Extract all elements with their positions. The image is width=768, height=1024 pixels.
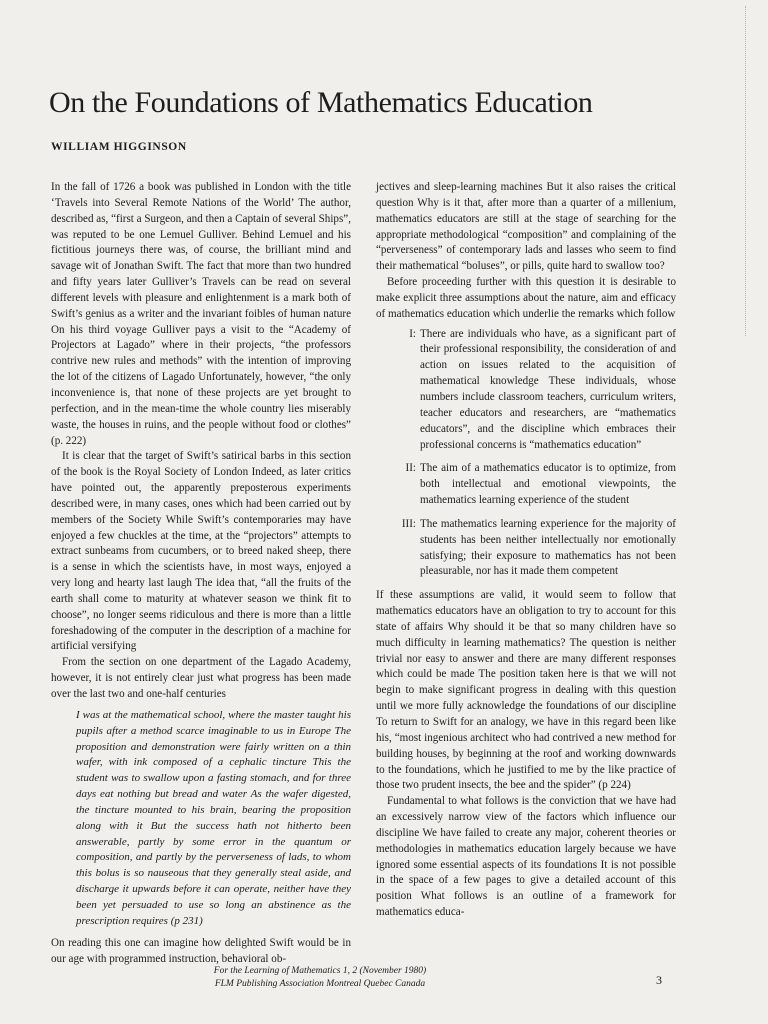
body-paragraph: On reading this one can imagine how delighted Swift would be in our age with programmed instruction, behavioral ob-: [51, 936, 351, 965]
article-author: WILLIAM HIGGINSON: [51, 141, 187, 153]
assumption-number: III:: [401, 517, 416, 530]
assumption-text: There are individuals who have, as a significant part of their professional responsibility, the consideration of and action on issues related to the acquisition of mathematical knowledge These individuals, whose numbers include classroom teachers, curriculum writers, teacher educators and researchers, are “mathematics educators”, and the discipline which embraces their professional concerns is “mathematics education”: [420, 327, 676, 451]
assumption-text: The mathematics learning experience for the majority of students has been neither intellectually nor emotionally satisfying; their exposure to mathematics has not been pleasurable, nor has it made them competent: [420, 517, 676, 578]
body-paragraph: If these assumptions are valid, it would seem to follow that mathematics educators have an obligation to try to account for this state of affairs Why should it be that so many children have so much difficulty in learning mathematics? The question is neither trivial nor easy to answer and there are many different responses which could be made The position taken here is that we will not begin to make significant progress in dealing with this question until we more fully acknowledge the foundations of our discipline To return to Swift for an analogy, we have in this regard been like his, “most ingenious architect who had contrived a new method for building houses, by beginning at the roof and working downwards to the foundations, which he justified to me by the like practice of those two prudent insects, the bee and the spider” (p 224): [376, 589, 676, 792]
scan-edge-mark: [742, 6, 746, 336]
body-paragraph: In the fall of 1726 a book was published in London with the title ‘Travels into Several Remote Nations of the World’ The author, described as, “first a Surgeon, and then a Captain of several Ships”, was reputed to be one Lemuel Gulliver. Behind Lemuel and his fictitious journeys there was, of course, the brilliant mind and savage wit of Jonathan Swift. The fact that more than two hundred and fifty years later Gulliver’s Travels can be read on several different levels with pleasure and enlightenment is a mark both of Swift’s genius as a writer and the invariant foibles of human nature On his third voyage Gulliver pays a visit to the “Academy of Projectors at Lagado” where in their projects, “the professors contrive new rules and methods” with the intention of improving the lot of the citizens of Lagado Unfortunately, however, “the only inconvenience is, that none of these projects are yet brought to perfection, and in the mean-time the whole country lies miserably waste, the houses in ruins, and the people without food or clothes” (p. 222): [51, 181, 351, 447]
page-number: 3: [656, 973, 662, 987]
body-paragraph: jectives and sleep-learning machines But it also raises the critical question Why is it that, after more than a quarter of a millenium, mathematics educators are still at the stage of searching for the appropriate methodological “composition” and complaining of the “perverseness” of contemporary lads and lasses who seem to find their mathematical “boluses”, or pills, quite hard to swallow too?: [376, 181, 676, 273]
assumption-number: I:: [409, 327, 416, 340]
body-paragraph: From the section on one department of the Lagado Academy, however, it is not entirely clear just what progress has been made over the last two and one-half centuries: [51, 656, 351, 700]
article-title: On the Foundations of Mathematics Education: [49, 86, 593, 119]
assumption-number: II:: [405, 462, 416, 475]
body-paragraph: Fundamental to what follows is the conviction that we have had an excessively narrow view of the factors which influence our discipline We have failed to create any major, coherent theories or methodologies in mathematics education largely because we have ignored some essential aspects of its foundations It is not possible in the space of a few pages to give a detailed account of this position What follows is an outline of a framework for mathematics educa-: [376, 795, 676, 919]
body-paragraph: It is clear that the target of Swift’s satirical barbs in this section of the book is the Royal Society of London Indeed, as later critics have pointed out, the apparently preposterous experiments described were, in many cases, ones which had been carried out by members of the Society While Swift’s contemporaries may have enjoyed a few chuckles at the time, at the “projectors” attempts to extract sunbeams from cucumbers, or to breed naked sheep, there is a sense in which the scientists have, in most ways, enjoyed a very long and hearty last laugh The idea that, “all the fruits of the earth shall come to maturity at whatever season we think fit to choose”, no longer seems ridiculous and there is more than a little foreshadowing of the computer in the description of a machine for artificial versifying: [51, 450, 351, 653]
journal-footer: [0, 965, 640, 991]
left-column: [51, 180, 351, 967]
assumption-item: [376, 327, 676, 454]
journal-citation: For the Learning of Mathematics 1, 2 (November 1980): [213, 966, 427, 976]
body-paragraph: Before proceeding further with this question it is desirable to make explicit three assumptions about the nature, aim and efficacy of mathematics education which underlie the remarks which follow: [376, 276, 676, 320]
right-column: [376, 180, 676, 921]
publisher-line: FLM Publishing Association Montreal Quebec Canada: [214, 979, 426, 989]
assumption-text: The aim of a mathematics educator is to optimize, from both intellectual and emotional viewpoints, the mathematics learning experience of the student: [420, 462, 676, 507]
assumption-item: [376, 461, 676, 509]
assumption-item: [376, 517, 676, 580]
block-quote: I was at the mathematical school, where the master taught his pupils after a method scarce imaginable to us in Europe The proposition and demonstration were fairly written on a thin wafer, with ink composed of a cephalic tincture This the student was to swallow upon a fasting stomach, and for three days eat nothing but bread and water As the wafer digested, the tincture mounted to his brain, bearing the proposition along with it But the success hath not hitherto been answerable, partly by some error in the quantum or composition, and partly by the perverseness of lads, to whom this bolus is so nauseous that they generally steal aside, and discharge it upwards before it can operate, neither have they been yet persuaded to use so long an abstinence as the prescription requires (p 231): [76, 708, 351, 927]
